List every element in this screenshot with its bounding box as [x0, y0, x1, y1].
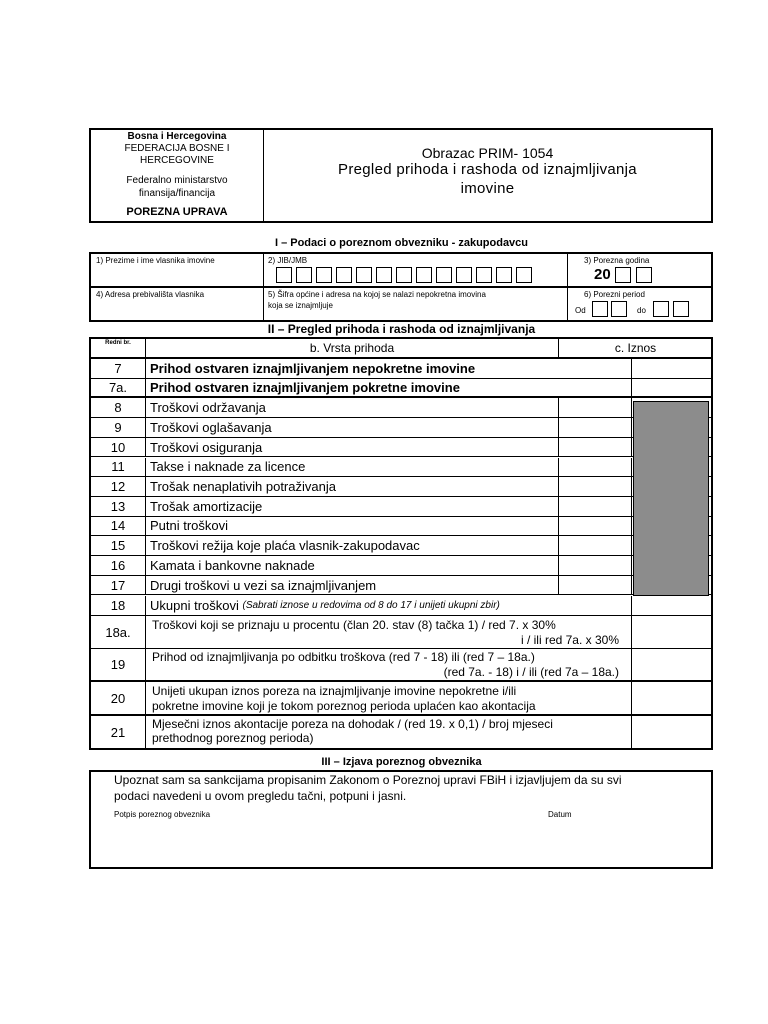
- row-label: Kamata i bankovne naknade: [146, 556, 559, 575]
- amount-cell[interactable]: [632, 379, 712, 397]
- country-name: Bosna i Hercegovina: [127, 131, 227, 142]
- section1-hline: [91, 286, 711, 288]
- signature-field[interactable]: [112, 822, 372, 862]
- row-label: Prihod od iznajmljivanja po odbitku troškova (red 7 - 18) ili (red 7 – 18a.) (red 7a. - 18) i / ili (red 7a – 18a.): [146, 649, 632, 680]
- table-row: [91, 576, 712, 596]
- row-label: Troškovi osiguranja: [146, 438, 559, 457]
- row-number: 7a.: [91, 379, 146, 397]
- form-code: Obrazac PRIM- 1054: [421, 145, 554, 161]
- date-field[interactable]: [546, 822, 696, 862]
- table-row: [91, 556, 712, 576]
- table-header-row: [91, 339, 712, 359]
- row-number: 19: [91, 649, 146, 680]
- table-row: [91, 359, 712, 379]
- shaded-area: [633, 401, 709, 596]
- table-row-18: [91, 596, 712, 616]
- row-label: Prihod ostvaren iznajmljivanjem pokretne imovine: [146, 379, 632, 397]
- row-number: 14: [91, 517, 146, 536]
- row-number: 18: [91, 596, 146, 615]
- row-number: 20: [91, 682, 146, 714]
- tax-year-digit-2[interactable]: [636, 267, 652, 283]
- amount-cell[interactable]: [559, 576, 632, 595]
- owner-name-label: 1) Prezime i ime vlasnika imovine: [96, 256, 215, 265]
- amount-cell[interactable]: [559, 517, 632, 536]
- table-row: [91, 517, 712, 537]
- amount-cell[interactable]: [559, 477, 632, 496]
- jib-digit-box[interactable]: [476, 267, 492, 283]
- row-label: Mjesečni iznos akontacije poreza na dohodak / (red 19. x 0,1) / broj mjeseci prethodnog poreznog perioda): [146, 716, 632, 748]
- amount-cell[interactable]: [559, 497, 632, 516]
- table-row-21: [91, 716, 712, 748]
- amount-cell[interactable]: [559, 536, 632, 555]
- section1-vline2: [567, 254, 568, 320]
- property-address-label-2: koja se iznajmljuje: [268, 301, 333, 310]
- form-title-line1: Pregled prihoda i rashoda od iznajmljivanja: [338, 161, 637, 178]
- jib-digit-box[interactable]: [496, 267, 512, 283]
- period-from-digit-2[interactable]: [611, 301, 627, 317]
- row-label: Prihod ostvaren iznajmljivanjem nepokretne imovine: [146, 359, 632, 378]
- row-label: Troškovi održavanja: [146, 398, 559, 417]
- amount-cell[interactable]: [632, 359, 712, 378]
- jib-digit-box[interactable]: [316, 267, 332, 283]
- col-header-amount: c. Iznos: [614, 341, 657, 355]
- jib-digit-box[interactable]: [516, 267, 532, 283]
- row-label: Trošak amortizacije: [146, 497, 559, 516]
- table-row: [91, 418, 712, 438]
- property-address-field[interactable]: [265, 310, 565, 320]
- row-label: Trošak nenaplativih potraživanja: [146, 477, 559, 496]
- jib-digit-box[interactable]: [416, 267, 432, 283]
- tax-year-label: 3) Porezna godina: [584, 256, 650, 265]
- row-number: 8: [91, 398, 146, 417]
- period-to-digit-1[interactable]: [653, 301, 669, 317]
- signature-label: Potpis poreznog obveznika: [114, 810, 211, 819]
- property-address-label-1: 5) Šifra općine i adresa na kojoj se nalazi nepokretna imovina: [268, 290, 486, 299]
- date-label: Datum: [548, 810, 572, 819]
- address-label: 4) Adresa prebivališta vlasnika: [96, 290, 205, 299]
- table-row: [91, 379, 712, 399]
- jib-digit-box[interactable]: [396, 267, 412, 283]
- tax-period-label: 6) Porezni period: [584, 290, 645, 299]
- agency-name: POREZNA UPRAVA: [126, 206, 228, 218]
- declaration-line1: Upoznat sam sa sankcijama propisanim Zakonom o Poreznoj upravi FBiH i izjavljujem da su svi: [114, 773, 622, 787]
- row-number: 9: [91, 418, 146, 437]
- table-row: [91, 536, 712, 556]
- period-to-label: do: [637, 306, 646, 315]
- tax-year-digit-1[interactable]: [615, 267, 631, 283]
- amount-cell[interactable]: [559, 418, 632, 437]
- address-field[interactable]: [92, 300, 262, 319]
- row-label: Unijeti ukupan iznos poreza na iznajmljivanje imovine nepokretne i/ili pokretne imovine koji je tokom poreznog perioda uplaćen kao akontacija: [146, 682, 632, 714]
- amount-cell-21[interactable]: [632, 716, 712, 748]
- jib-digit-box[interactable]: [376, 267, 392, 283]
- row-number: 16: [91, 556, 146, 575]
- row-number: 18a.: [91, 616, 146, 648]
- owner-name-field[interactable]: [92, 266, 262, 285]
- ministry-line2: finansija/financija: [138, 188, 216, 199]
- jib-label: 2) JIB/JMB: [268, 256, 308, 265]
- period-from-label: Od: [575, 306, 586, 315]
- jib-digit-box[interactable]: [276, 267, 292, 283]
- amount-cell-18a[interactable]: [632, 616, 712, 648]
- amount-cell[interactable]: [559, 458, 632, 477]
- row-label: Drugi troškovi u vezi sa iznajmljivanjem: [146, 576, 559, 595]
- row-number: 17: [91, 576, 146, 595]
- section3-title: III – Izjava poreznog obveznika: [321, 756, 482, 768]
- row-number: 13: [91, 497, 146, 516]
- amount-cell[interactable]: [559, 438, 632, 457]
- tax-year-prefix: 20: [594, 266, 611, 283]
- row-number: 7: [91, 359, 146, 378]
- amount-cell-18[interactable]: [632, 596, 712, 615]
- table-row: [91, 458, 712, 478]
- amount-cell-20[interactable]: [632, 682, 712, 714]
- table-row: [91, 438, 712, 458]
- table-row: [91, 398, 712, 418]
- section2-title: II – Pregled prihoda i rashoda od iznajmljivanja: [267, 322, 536, 336]
- section1-vline1: [263, 254, 264, 320]
- amount-cell[interactable]: [559, 556, 632, 575]
- jib-digit-box[interactable]: [296, 267, 312, 283]
- col-header-type: b. Vrsta prihoda: [146, 339, 559, 357]
- amount-cell-19[interactable]: [632, 649, 712, 680]
- form-title-line2: imovine: [460, 180, 515, 197]
- row-label: Putni troškovi: [146, 517, 559, 536]
- table-row-19: [91, 649, 712, 682]
- ministry-line1: Federalno ministarstvo: [126, 175, 228, 186]
- row-number: 15: [91, 536, 146, 555]
- period-to-digit-2[interactable]: [673, 301, 689, 317]
- federation-line1: FEDERACIJA BOSNE I: [124, 143, 230, 154]
- jib-digit-box[interactable]: [436, 267, 452, 283]
- jib-digit-box[interactable]: [356, 267, 372, 283]
- table-row-18a: [91, 616, 712, 649]
- jib-digit-box[interactable]: [336, 267, 352, 283]
- row-label: Troškovi režija koje plaća vlasnik-zakupodavac: [146, 536, 559, 555]
- row-note: (Sabrati iznose u redovima od 8 do 17 i unijeti ukupni zbir): [242, 600, 500, 611]
- col-header-number: Redni br.: [91, 339, 146, 357]
- row-number: 10: [91, 438, 146, 457]
- row-number: 11: [91, 458, 146, 477]
- period-from-digit-1[interactable]: [592, 301, 608, 317]
- row-label: Ukupni troškovi (Sabrati iznose u redovima od 8 do 17 i unijeti ukupni zbir): [146, 596, 632, 615]
- row-number: 12: [91, 477, 146, 496]
- section1-title: I – Podaci o poreznom obvezniku - zakupodavcu: [274, 237, 529, 249]
- amount-cell[interactable]: [559, 398, 632, 417]
- federation-line2: HERCEGOVINE: [140, 155, 214, 166]
- table-row-20: [91, 682, 712, 716]
- row-label: Takse i naknade za licence: [146, 458, 559, 477]
- jib-digit-box[interactable]: [456, 267, 472, 283]
- row-number: 21: [91, 716, 146, 748]
- row-label: Troškovi oglašavanja: [146, 418, 559, 437]
- declaration-line2: podaci navedeni u ovom pregledu tačni, potpuni i jasni.: [114, 789, 407, 803]
- row-label: Troškovi koji se priznaju u procentu (član 20. stav (8) tačka 1) / red 7. x 30% i / ili red 7a. x 30%: [146, 616, 632, 648]
- table-row: [91, 497, 712, 517]
- table-row: [91, 477, 712, 497]
